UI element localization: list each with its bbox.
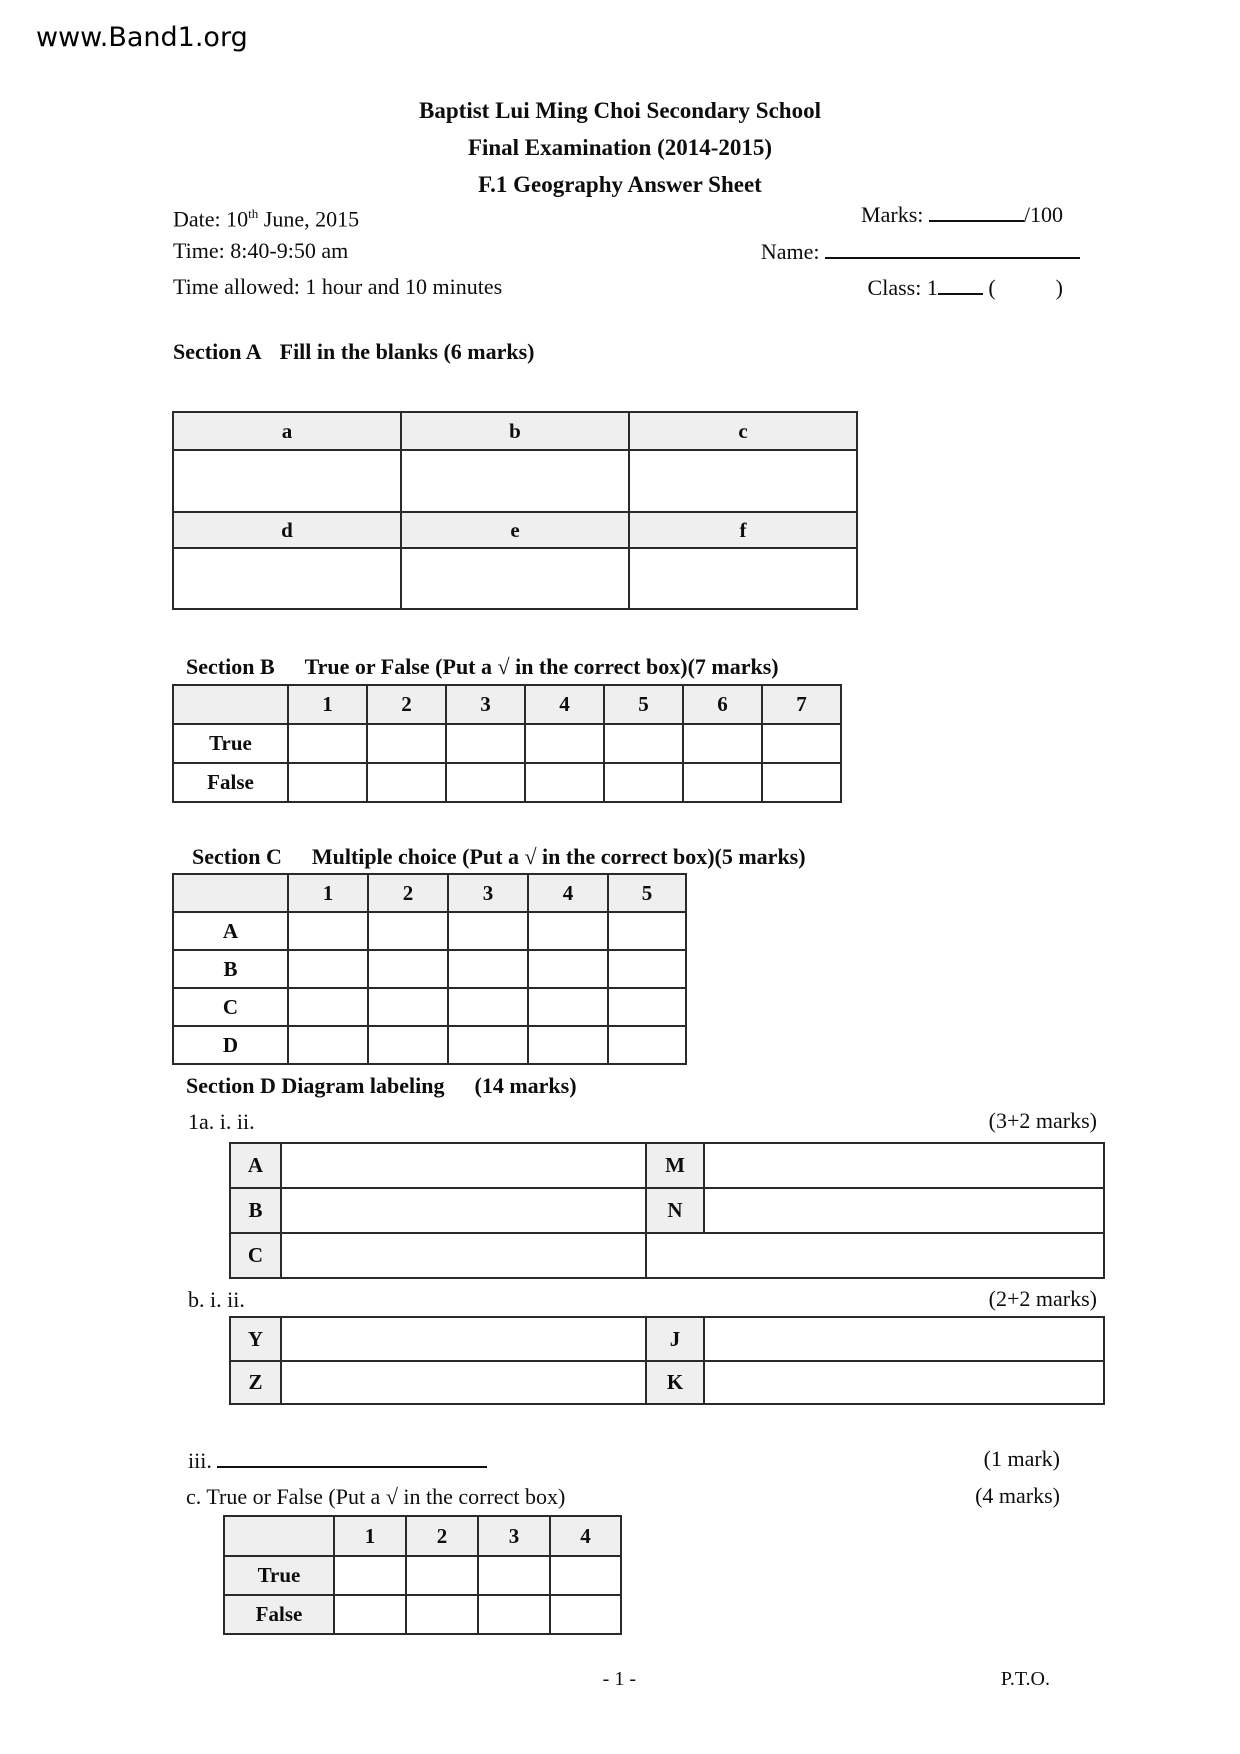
corner-cell bbox=[173, 685, 288, 724]
col-header: a bbox=[173, 412, 401, 450]
section-a-heading-label: Section A bbox=[173, 339, 262, 364]
section-d-heading bbox=[186, 1073, 577, 1099]
question-c-marks: (4 marks) bbox=[975, 1483, 1060, 1508]
col-header: 2 bbox=[406, 1516, 478, 1556]
name-label: Name: bbox=[760, 239, 820, 264]
class-open-paren: ( bbox=[988, 275, 996, 300]
row-label: A bbox=[230, 1143, 281, 1188]
answer-cell bbox=[406, 1556, 478, 1595]
answer-cell bbox=[281, 1143, 646, 1188]
class-line bbox=[868, 273, 1063, 302]
row-label: Z bbox=[230, 1361, 281, 1404]
name-line bbox=[761, 237, 1080, 266]
answer-cell bbox=[550, 1556, 621, 1595]
section-c-heading bbox=[192, 844, 806, 870]
row-label: False bbox=[173, 763, 288, 802]
answer-cell bbox=[281, 1317, 646, 1361]
section-c-table bbox=[172, 873, 687, 1065]
answer-cell bbox=[288, 763, 367, 802]
col-header: 4 bbox=[528, 874, 608, 912]
answer-cell bbox=[448, 1026, 528, 1064]
answer-cell bbox=[478, 1595, 550, 1634]
answer-cell bbox=[608, 1026, 686, 1064]
answer-cell bbox=[368, 1026, 448, 1064]
class-close-paren: ) bbox=[1055, 275, 1063, 300]
date-ordinal: th bbox=[248, 206, 259, 221]
question-iii-line bbox=[188, 1446, 487, 1475]
answer-cell bbox=[478, 1556, 550, 1595]
marks-line bbox=[861, 200, 1063, 229]
answer-cell bbox=[528, 950, 608, 988]
diagram-c-table bbox=[223, 1515, 622, 1635]
answer-cell bbox=[608, 912, 686, 950]
row-label: B bbox=[230, 1188, 281, 1233]
col-header: 3 bbox=[448, 874, 528, 912]
col-header: 6 bbox=[683, 685, 762, 724]
col-header: 4 bbox=[550, 1516, 621, 1556]
row-label: True bbox=[224, 1556, 334, 1595]
time-allowed-line: Time allowed: 1 hour and 10 minutes bbox=[173, 274, 503, 299]
col-header: 5 bbox=[608, 874, 686, 912]
answer-cell bbox=[334, 1556, 406, 1595]
answer-cell bbox=[368, 950, 448, 988]
answer-cell bbox=[448, 988, 528, 1026]
answer-cell bbox=[401, 450, 629, 512]
page-number: - 1 - bbox=[602, 1668, 636, 1690]
answer-cell bbox=[367, 724, 446, 763]
section-c-heading-rest: Multiple choice (Put a √ in the correct box)(5 marks) bbox=[311, 844, 806, 869]
col-header: 4 bbox=[525, 685, 604, 724]
answer-cell bbox=[704, 1317, 1104, 1361]
answer-cell bbox=[281, 1233, 646, 1278]
marks-label: Marks: bbox=[861, 202, 924, 227]
col-header: 7 bbox=[762, 685, 841, 724]
answer-cell bbox=[525, 763, 604, 802]
class-blank bbox=[938, 273, 983, 295]
answer-cell bbox=[367, 763, 446, 802]
answer-cell bbox=[604, 763, 683, 802]
answer-cell bbox=[704, 1361, 1104, 1404]
col-header: 3 bbox=[478, 1516, 550, 1556]
name-blank bbox=[825, 237, 1080, 259]
answer-cell bbox=[281, 1188, 646, 1233]
col-header: 5 bbox=[604, 685, 683, 724]
answer-cell bbox=[704, 1188, 1104, 1233]
row-label: D bbox=[173, 1026, 288, 1064]
section-a-heading-rest: Fill in the blanks (6 marks) bbox=[279, 339, 535, 364]
answer-cell bbox=[288, 724, 367, 763]
pto-label: P.T.O. bbox=[1000, 1668, 1050, 1690]
answer-cell bbox=[446, 763, 525, 802]
answer-cell bbox=[683, 724, 762, 763]
question-iii-label: iii. bbox=[188, 1448, 212, 1473]
answer-cell bbox=[629, 548, 857, 609]
question-iii-marks: (1 mark) bbox=[983, 1446, 1060, 1471]
section-c-heading-label: Section C bbox=[192, 844, 282, 869]
time-line: Time: 8:40-9:50 am bbox=[173, 238, 349, 263]
answer-cell bbox=[762, 724, 841, 763]
school-title: Baptist Lui Ming Choi Secondary School bbox=[419, 98, 821, 123]
col-header: 2 bbox=[367, 685, 446, 724]
answer-cell bbox=[528, 1026, 608, 1064]
question-iii-blank bbox=[217, 1446, 487, 1468]
watermark: www.Band1.org bbox=[36, 22, 248, 53]
section-b-table bbox=[172, 684, 842, 803]
answer-cell bbox=[288, 912, 368, 950]
answer-cell bbox=[604, 724, 683, 763]
answer-cell bbox=[288, 988, 368, 1026]
date-line bbox=[173, 200, 359, 233]
row-label: N bbox=[646, 1188, 704, 1233]
answer-cell bbox=[646, 1233, 1104, 1278]
answer-cell bbox=[528, 988, 608, 1026]
row-label: K bbox=[646, 1361, 704, 1404]
exam-title: Final Examination (2014-2015) bbox=[467, 135, 773, 160]
question-1a-label: 1a. i. ii. bbox=[188, 1109, 255, 1134]
answer-cell bbox=[288, 950, 368, 988]
date-prefix: Date: 10 bbox=[173, 206, 249, 232]
answer-cell bbox=[608, 988, 686, 1026]
col-header: 1 bbox=[288, 685, 367, 724]
question-b-marks: (2+2 marks) bbox=[988, 1286, 1097, 1311]
answer-cell bbox=[525, 724, 604, 763]
answer-cell bbox=[173, 450, 401, 512]
question-c-label: c. True or False (Put a √ in the correct box) bbox=[186, 1484, 566, 1509]
answer-cell bbox=[550, 1595, 621, 1634]
question-b-label: b. i. ii. bbox=[188, 1287, 245, 1312]
row-label: J bbox=[646, 1317, 704, 1361]
date-suffix: June, 2015 bbox=[258, 206, 360, 232]
row-label: False bbox=[224, 1595, 334, 1634]
answer-cell bbox=[173, 548, 401, 609]
class-label: Class: 1 bbox=[867, 275, 938, 300]
answer-cell bbox=[406, 1595, 478, 1634]
answer-cell bbox=[448, 912, 528, 950]
answer-cell bbox=[608, 950, 686, 988]
answer-cell bbox=[281, 1361, 646, 1404]
col-header: 3 bbox=[446, 685, 525, 724]
section-b-heading bbox=[186, 654, 779, 680]
marks-total: /100 bbox=[1023, 202, 1063, 227]
answer-cell bbox=[528, 912, 608, 950]
section-a-table bbox=[172, 411, 858, 610]
col-header: 2 bbox=[368, 874, 448, 912]
answer-cell bbox=[704, 1143, 1104, 1188]
answer-cell bbox=[446, 724, 525, 763]
corner-cell bbox=[173, 874, 288, 912]
answer-cell bbox=[683, 763, 762, 802]
answer-cell bbox=[288, 1026, 368, 1064]
row-label: A bbox=[173, 912, 288, 950]
row-label: M bbox=[646, 1143, 704, 1188]
section-b-heading-rest: True or False (Put a √ in the correct box)(7 marks) bbox=[304, 654, 779, 679]
answer-cell bbox=[334, 1595, 406, 1634]
answer-cell bbox=[448, 950, 528, 988]
diagram-b-table bbox=[229, 1316, 1105, 1405]
answer-cell bbox=[368, 912, 448, 950]
row-label: True bbox=[173, 724, 288, 763]
section-b-heading-label: Section B bbox=[186, 654, 275, 679]
question-1a-marks: (3+2 marks) bbox=[988, 1108, 1097, 1133]
sheet-title: F.1 Geography Answer Sheet bbox=[478, 172, 762, 197]
col-header: 1 bbox=[334, 1516, 406, 1556]
col-header: f bbox=[629, 512, 857, 548]
section-d-heading-marks: (14 marks) bbox=[474, 1073, 577, 1098]
answer-cell bbox=[401, 548, 629, 609]
col-header: b bbox=[401, 412, 629, 450]
col-header: e bbox=[401, 512, 629, 548]
row-label: Y bbox=[230, 1317, 281, 1361]
section-d-heading-label: Section D Diagram labeling bbox=[186, 1073, 445, 1098]
row-label: C bbox=[230, 1233, 281, 1278]
answer-cell bbox=[368, 988, 448, 1026]
marks-blank bbox=[929, 200, 1024, 222]
corner-cell bbox=[224, 1516, 334, 1556]
section-a-heading bbox=[173, 339, 535, 365]
col-header: d bbox=[173, 512, 401, 548]
row-label: C bbox=[173, 988, 288, 1026]
col-header: 1 bbox=[288, 874, 368, 912]
row-label: B bbox=[173, 950, 288, 988]
diagram-1a-table bbox=[229, 1142, 1105, 1279]
answer-cell bbox=[762, 763, 841, 802]
answer-cell bbox=[629, 450, 857, 512]
col-header: c bbox=[629, 412, 857, 450]
